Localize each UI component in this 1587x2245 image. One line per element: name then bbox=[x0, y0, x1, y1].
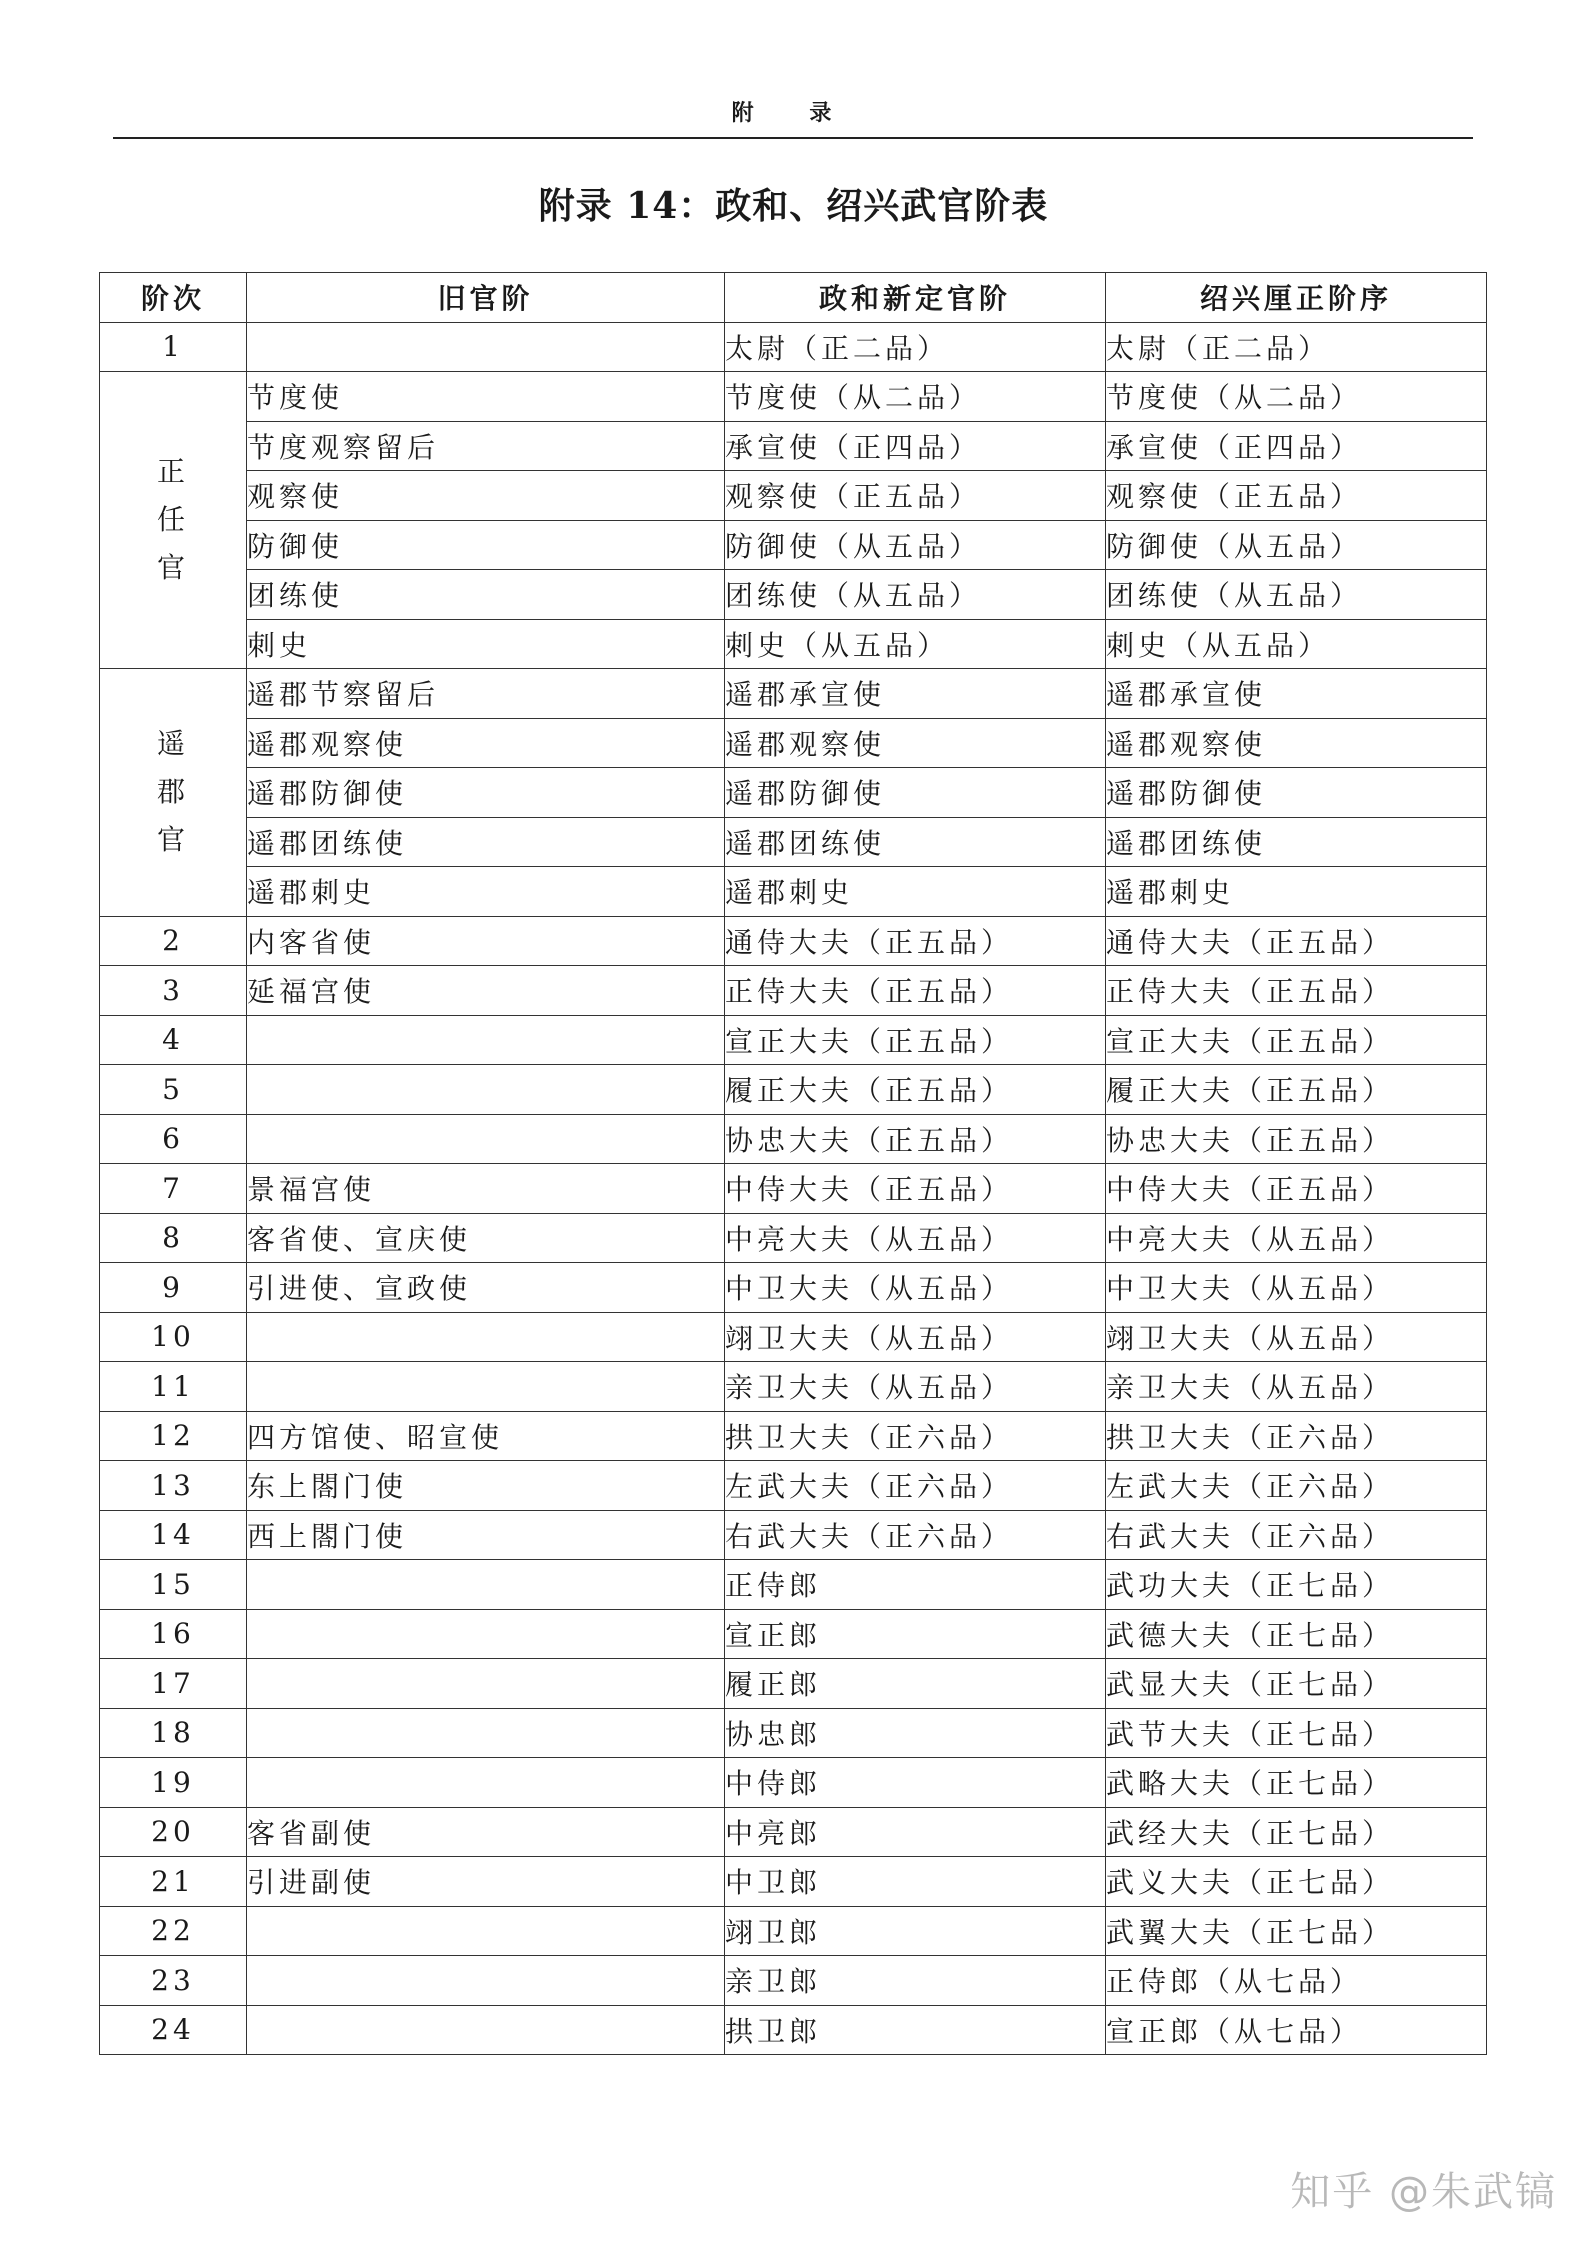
rank-number: 5 bbox=[100, 1065, 247, 1115]
table-row bbox=[100, 1362, 1487, 1412]
zhenghe-title: 遥郡防御使 bbox=[725, 768, 1106, 818]
table-row bbox=[100, 2005, 1487, 2055]
shaoxing-title: 武翼大夫（正七品） bbox=[1106, 1906, 1487, 1956]
zhenghe-title: 遥郡刺史 bbox=[725, 867, 1106, 917]
shaoxing-title: 武经大夫（正七品） bbox=[1106, 1807, 1487, 1857]
shaoxing-title: 太尉（正二品） bbox=[1106, 322, 1487, 372]
table-header-row bbox=[100, 273, 1487, 323]
shaoxing-title: 武义大夫（正七品） bbox=[1106, 1857, 1487, 1907]
shaoxing-title: 防御使（从五品） bbox=[1106, 520, 1487, 570]
zhenghe-title: 防御使（从五品） bbox=[725, 520, 1106, 570]
old-title bbox=[247, 1560, 725, 1610]
zhenghe-title: 翊卫大夫（从五品） bbox=[725, 1312, 1106, 1362]
rank-number: 22 bbox=[100, 1906, 247, 1956]
table-row bbox=[100, 1164, 1487, 1214]
header-rule bbox=[113, 137, 1473, 139]
shaoxing-title: 左武大夫（正六品） bbox=[1106, 1461, 1487, 1511]
old-title bbox=[247, 1609, 725, 1659]
zhenghe-title: 正侍大夫（正五品） bbox=[725, 966, 1106, 1016]
rank-number: 7 bbox=[100, 1164, 247, 1214]
table-row bbox=[100, 718, 1487, 768]
table-row bbox=[100, 372, 1487, 422]
rank-number: 16 bbox=[100, 1609, 247, 1659]
table-row bbox=[100, 1065, 1487, 1115]
old-title: 遥郡防御使 bbox=[247, 768, 725, 818]
rank-number: 18 bbox=[100, 1708, 247, 1758]
rank-number: 11 bbox=[100, 1362, 247, 1412]
zhenghe-title: 拱卫郎 bbox=[725, 2005, 1106, 2055]
shaoxing-title: 履正大夫（正五品） bbox=[1106, 1065, 1487, 1115]
table-row bbox=[100, 1857, 1487, 1907]
zhenghe-title: 遥郡团练使 bbox=[725, 817, 1106, 867]
shaoxing-title: 中侍大夫（正五品） bbox=[1106, 1164, 1487, 1214]
shaoxing-title: 亲卫大夫（从五品） bbox=[1106, 1362, 1487, 1412]
table-row bbox=[100, 1659, 1487, 1709]
shaoxing-title: 遥郡刺史 bbox=[1106, 867, 1487, 917]
old-title bbox=[247, 1758, 725, 1808]
old-title: 内客省使 bbox=[247, 916, 725, 966]
old-title bbox=[247, 1312, 725, 1362]
old-title: 遥郡观察使 bbox=[247, 718, 725, 768]
shaoxing-title: 正侍郎（从七品） bbox=[1106, 1956, 1487, 2006]
zhenghe-title: 节度使（从二品） bbox=[725, 372, 1106, 422]
old-title bbox=[247, 1065, 725, 1115]
table-row bbox=[100, 1411, 1487, 1461]
table-row bbox=[100, 669, 1487, 719]
rank-number: 20 bbox=[100, 1807, 247, 1857]
rank-number: 1 bbox=[100, 322, 247, 372]
old-title: 景福宫使 bbox=[247, 1164, 725, 1214]
old-title: 防御使 bbox=[247, 520, 725, 570]
shaoxing-title: 右武大夫（正六品） bbox=[1106, 1510, 1487, 1560]
rank-number: 23 bbox=[100, 1956, 247, 2006]
old-title bbox=[247, 1708, 725, 1758]
shaoxing-title: 中亮大夫（从五品） bbox=[1106, 1213, 1487, 1263]
rank-number: 9 bbox=[100, 1263, 247, 1313]
group-label-char: 正 bbox=[156, 455, 189, 488]
table-row bbox=[100, 570, 1487, 620]
old-title: 刺史 bbox=[247, 619, 725, 669]
group-label-char: 遥 bbox=[156, 727, 189, 761]
table-row bbox=[100, 817, 1487, 867]
zhenghe-title: 协忠大夫（正五品） bbox=[725, 1114, 1106, 1164]
old-title: 遥郡节察留后 bbox=[247, 669, 725, 719]
old-title: 节度使 bbox=[247, 372, 725, 422]
table-row bbox=[100, 1956, 1487, 2006]
rank-number: 21 bbox=[100, 1857, 247, 1907]
rank-number: 19 bbox=[100, 1758, 247, 1808]
zhenghe-title: 协忠郎 bbox=[725, 1708, 1106, 1758]
table-row bbox=[100, 520, 1487, 570]
zhenghe-title: 拱卫大夫（正六品） bbox=[725, 1411, 1106, 1461]
zhenghe-title: 承宣使（正四品） bbox=[725, 421, 1106, 471]
table-row bbox=[100, 1312, 1487, 1362]
old-title: 客省使、宣庆使 bbox=[247, 1213, 725, 1263]
zhenghe-title: 中卫郎 bbox=[725, 1857, 1106, 1907]
old-title: 观察使 bbox=[247, 471, 725, 521]
header-zhenghe-title: 政和新定官阶 bbox=[725, 273, 1106, 323]
old-title bbox=[247, 322, 725, 372]
old-title bbox=[247, 1659, 725, 1709]
rank-number: 24 bbox=[100, 2005, 247, 2055]
table-row bbox=[100, 471, 1487, 521]
table-row bbox=[100, 1758, 1487, 1808]
group-label-zhengren bbox=[100, 372, 247, 669]
shaoxing-title: 承宣使（正四品） bbox=[1106, 421, 1487, 471]
shaoxing-title: 遥郡观察使 bbox=[1106, 718, 1487, 768]
table-row bbox=[100, 1906, 1487, 1956]
old-title: 团练使 bbox=[247, 570, 725, 620]
rank-table bbox=[99, 272, 1487, 2055]
group-label-char: 郡 bbox=[156, 775, 189, 809]
old-title: 客省副使 bbox=[247, 1807, 725, 1857]
shaoxing-title: 武节大夫（正七品） bbox=[1106, 1708, 1487, 1758]
shaoxing-title: 武显大夫（正七品） bbox=[1106, 1659, 1487, 1709]
zhenghe-title: 中侍大夫（正五品） bbox=[725, 1164, 1106, 1214]
header-rank: 阶次 bbox=[100, 273, 247, 323]
old-title bbox=[247, 1114, 725, 1164]
watermark: 知乎 @朱武镐 bbox=[1290, 2169, 1557, 2215]
shaoxing-title: 宣正大夫（正五品） bbox=[1106, 1015, 1487, 1065]
old-title bbox=[247, 2005, 725, 2055]
table-row bbox=[100, 421, 1487, 471]
zhenghe-title: 通侍大夫（正五品） bbox=[725, 916, 1106, 966]
rank-number: 12 bbox=[100, 1411, 247, 1461]
rank-number: 13 bbox=[100, 1461, 247, 1511]
table-row bbox=[100, 1015, 1487, 1065]
rank-number: 10 bbox=[100, 1312, 247, 1362]
old-title: 四方馆使、昭宣使 bbox=[247, 1411, 725, 1461]
shaoxing-title: 遥郡承宣使 bbox=[1106, 669, 1487, 719]
zhenghe-title: 宣正郎 bbox=[725, 1609, 1106, 1659]
group-label-yaojun bbox=[100, 669, 247, 917]
table-row bbox=[100, 619, 1487, 669]
page-title: 附录 14：政和、绍兴武官阶表 bbox=[538, 185, 1049, 227]
zhenghe-title: 宣正大夫（正五品） bbox=[725, 1015, 1106, 1065]
zhenghe-title: 亲卫大夫（从五品） bbox=[725, 1362, 1106, 1412]
rank-number: 3 bbox=[100, 966, 247, 1016]
old-title: 节度观察留后 bbox=[247, 421, 725, 471]
table-row bbox=[100, 1213, 1487, 1263]
zhenghe-title: 中亮大夫（从五品） bbox=[725, 1213, 1106, 1263]
zhenghe-title: 太尉（正二品） bbox=[725, 322, 1106, 372]
shaoxing-title: 翊卫大夫（从五品） bbox=[1106, 1312, 1487, 1362]
shaoxing-title: 通侍大夫（正五品） bbox=[1106, 916, 1487, 966]
old-title: 东上閤门使 bbox=[247, 1461, 725, 1511]
old-title bbox=[247, 1015, 725, 1065]
shaoxing-title: 协忠大夫（正五品） bbox=[1106, 1114, 1487, 1164]
zhenghe-title: 遥郡观察使 bbox=[725, 718, 1106, 768]
shaoxing-title: 节度使（从二品） bbox=[1106, 372, 1487, 422]
old-title bbox=[247, 1956, 725, 2006]
group-label-char: 官 bbox=[156, 823, 189, 857]
old-title: 引进副使 bbox=[247, 1857, 725, 1907]
shaoxing-title: 武功大夫（正七品） bbox=[1106, 1560, 1487, 1610]
zhenghe-title: 中亮郎 bbox=[725, 1807, 1106, 1857]
zhenghe-title: 遥郡承宣使 bbox=[725, 669, 1106, 719]
shaoxing-title: 宣正郎（从七品） bbox=[1106, 2005, 1487, 2055]
table-row bbox=[100, 1708, 1487, 1758]
header-old-title: 旧官阶 bbox=[247, 273, 725, 323]
shaoxing-title: 遥郡防御使 bbox=[1106, 768, 1487, 818]
table-row bbox=[100, 966, 1487, 1016]
zhenghe-title: 观察使（正五品） bbox=[725, 471, 1106, 521]
zhenghe-title: 翊卫郎 bbox=[725, 1906, 1106, 1956]
table-row bbox=[100, 768, 1487, 818]
old-title: 遥郡团练使 bbox=[247, 817, 725, 867]
table-row bbox=[100, 1263, 1487, 1313]
old-title: 引进使、宣政使 bbox=[247, 1263, 725, 1313]
old-title: 遥郡刺史 bbox=[247, 867, 725, 917]
zhenghe-title: 左武大夫（正六品） bbox=[725, 1461, 1106, 1511]
group-label-char: 官 bbox=[156, 551, 189, 584]
table-row bbox=[100, 1510, 1487, 1560]
shaoxing-title: 遥郡团练使 bbox=[1106, 817, 1487, 867]
rank-number: 15 bbox=[100, 1560, 247, 1610]
rank-number: 8 bbox=[100, 1213, 247, 1263]
table-row bbox=[100, 867, 1487, 917]
rank-number: 17 bbox=[100, 1659, 247, 1709]
old-title: 西上閤门使 bbox=[247, 1510, 725, 1560]
zhenghe-title: 正侍郎 bbox=[725, 1560, 1106, 1610]
zhenghe-title: 亲卫郎 bbox=[725, 1956, 1106, 2006]
zhenghe-title: 履正郎 bbox=[725, 1659, 1106, 1709]
shaoxing-title: 拱卫大夫（正六品） bbox=[1106, 1411, 1487, 1461]
rank-number: 2 bbox=[100, 916, 247, 966]
old-title bbox=[247, 1906, 725, 1956]
running-header: 附 录 bbox=[731, 100, 856, 126]
shaoxing-title: 观察使（正五品） bbox=[1106, 471, 1487, 521]
group-label-char: 任 bbox=[156, 503, 189, 536]
zhenghe-title: 刺史（从五品） bbox=[725, 619, 1106, 669]
table-row bbox=[100, 1560, 1487, 1610]
table-row bbox=[100, 1807, 1487, 1857]
shaoxing-title: 团练使（从五品） bbox=[1106, 570, 1487, 620]
header-shaoxing-title: 绍兴厘正阶序 bbox=[1106, 273, 1487, 323]
table-row bbox=[100, 1461, 1487, 1511]
shaoxing-title: 正侍大夫（正五品） bbox=[1106, 966, 1487, 1016]
rank-number: 14 bbox=[100, 1510, 247, 1560]
shaoxing-title: 武德大夫（正七品） bbox=[1106, 1609, 1487, 1659]
zhenghe-title: 右武大夫（正六品） bbox=[725, 1510, 1106, 1560]
zhenghe-title: 履正大夫（正五品） bbox=[725, 1065, 1106, 1115]
table-row bbox=[100, 322, 1487, 372]
rank-number: 6 bbox=[100, 1114, 247, 1164]
zhenghe-title: 团练使（从五品） bbox=[725, 570, 1106, 620]
shaoxing-title: 刺史（从五品） bbox=[1106, 619, 1487, 669]
old-title: 延福宫使 bbox=[247, 966, 725, 1016]
table-row bbox=[100, 1114, 1487, 1164]
table-row bbox=[100, 916, 1487, 966]
shaoxing-title: 武略大夫（正七品） bbox=[1106, 1758, 1487, 1808]
table-row bbox=[100, 1609, 1487, 1659]
old-title bbox=[247, 1362, 725, 1412]
zhenghe-title: 中侍郎 bbox=[725, 1758, 1106, 1808]
rank-number: 4 bbox=[100, 1015, 247, 1065]
shaoxing-title: 中卫大夫（从五品） bbox=[1106, 1263, 1487, 1313]
zhenghe-title: 中卫大夫（从五品） bbox=[725, 1263, 1106, 1313]
